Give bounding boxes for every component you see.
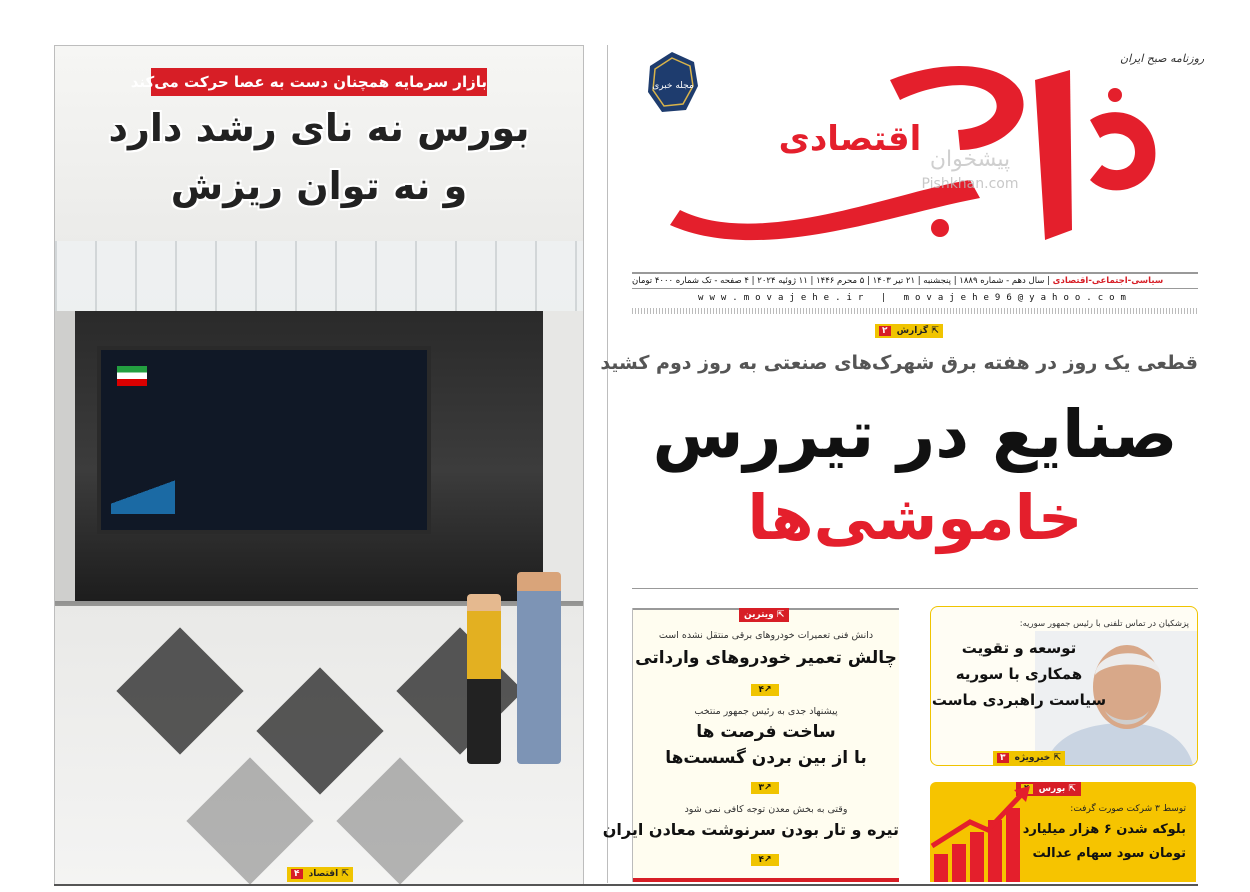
bottom-rule	[54, 884, 1198, 886]
main-story-title[interactable]: صنایع در تیررس	[652, 396, 1178, 473]
masthead-slogan: روزنامه صبح ایران	[1120, 52, 1205, 65]
arrow-icon: ⇱	[1068, 784, 1076, 794]
vitrine-item-kicker: وقتی به بخش معدن توجه کافی نمی شود	[684, 804, 848, 815]
watermark-text: پیشخوان	[929, 147, 1011, 172]
vitrine-item-page[interactable]: ↗۳	[751, 782, 779, 794]
pezeshkian-title[interactable]: توسعه و تقویت	[961, 639, 1077, 657]
page-number: ۲	[879, 326, 891, 336]
person-blue-suit	[517, 572, 561, 764]
photo-pillar	[543, 311, 583, 601]
main-story-section-tag[interactable]	[875, 324, 943, 338]
left-story-kicker: بازار سرمایه همچنان دست به عصا حرکت می‌کند	[151, 68, 487, 96]
left-story-headline: بورس نه نای رشد دارد	[108, 106, 530, 150]
pezeshkian-kicker: پزشکیان در تماس تلفنی با رئیس جمهور سوریه:	[1019, 619, 1189, 629]
pezeshkian-section-tag[interactable]	[993, 751, 1065, 765]
photo-pillar	[55, 311, 75, 601]
website-line[interactable]: www.movajehe.ir | movajehe96@yahoo.com	[698, 293, 1132, 303]
bourse-title[interactable]: بلوکه شدن ۶ هزار میلیارد	[1022, 822, 1186, 837]
newspaper-logo	[640, 40, 1170, 260]
section-label: گزارش	[896, 326, 929, 336]
arrow-icon: ⇱	[776, 610, 785, 620]
logo-subtitle: اقتصادی	[778, 119, 922, 159]
arrow-icon: ⇱	[341, 869, 349, 879]
arrow-icon: ⇱	[931, 326, 939, 336]
person-yellow-shirt	[467, 594, 501, 764]
seal-icon	[648, 52, 698, 112]
left-photo-story	[54, 45, 584, 885]
watermark-url: Pishkhan.com	[921, 176, 1019, 192]
decorative-stripe	[632, 308, 1198, 314]
section-label: ویترین	[744, 610, 774, 620]
vitrine-bottombar	[633, 878, 899, 882]
section-label: اقتصاد	[308, 869, 339, 879]
vitrine-item-title[interactable]: تیره و تار بودن سرنوشت معادن ایران	[602, 820, 899, 839]
floor-tile	[116, 627, 243, 754]
iran-flag-icon	[117, 366, 147, 386]
vitrine-item-page[interactable]: ↗۴	[751, 854, 779, 866]
floor-tile	[336, 757, 463, 884]
pezeshkian-title-line2[interactable]: همکاری با سوریه	[955, 665, 1083, 683]
arrow-icon: ⇱	[1053, 753, 1061, 763]
floor-tile	[186, 757, 313, 884]
dateline	[632, 272, 1198, 289]
section-label: خبرویژه	[1014, 753, 1051, 763]
bourse-kicker: توسط ۳ شرکت صورت گرفت:	[1070, 804, 1186, 814]
bourse-news-box	[930, 782, 1196, 882]
vitrine-item-title[interactable]: چالش تعمیر خودروهای وارداتی	[635, 648, 897, 668]
section-label: بورس	[1038, 784, 1066, 794]
photo-floor	[55, 606, 583, 884]
pezeshkian-news-box	[930, 606, 1198, 766]
pezeshkian-title-line3[interactable]: سیاست راهبردی ماست	[931, 691, 1107, 709]
floor-tile	[396, 627, 523, 754]
left-story-section-tag[interactable]	[287, 867, 353, 882]
stock-ticker-board	[97, 346, 431, 534]
vitrine-column	[602, 608, 899, 882]
bourse-title-line2[interactable]: تومان سود سهام عدالت	[1032, 846, 1186, 861]
seal-text: مجله خبری	[652, 81, 694, 91]
left-story-headline-line2: و نه توان ریزش	[170, 164, 468, 208]
vitrine-item-title-line2[interactable]: با از بین بردن گسست‌ها	[665, 748, 867, 768]
dateline-category: سیاسی-اجتماعی-اقتصادی	[1052, 276, 1164, 286]
board-chart-icon	[111, 470, 175, 514]
vitrine-item-page[interactable]: ↗۴	[751, 684, 779, 696]
page-number: ۳	[997, 753, 1009, 763]
floor-tile	[256, 667, 383, 794]
vitrine-item-kicker: پیشنهاد جدی به رئیس جمهور منتخب	[694, 706, 838, 717]
page-number: ۴	[291, 869, 303, 879]
vitrine-item-title[interactable]: ساخت فرصت ها	[696, 722, 836, 742]
vitrine-section-tag[interactable]	[739, 608, 789, 622]
dateline-text: | سال دهم - شماره ۱۸۸۹ | پنجشنبه | ۲۱ تیر ۱۴۰۳ | ۵ محرم ۱۴۴۶ | ۱۱ ژوئیه ۲۰۲۴ | ۴ صفحه - تک شماره ۴۰۰۰ تومان	[632, 276, 1053, 286]
column-divider	[607, 45, 608, 883]
main-story-kicker: قطعی یک روز در هفته برق شهرک‌های صنعتی به روز دوم کشید	[600, 352, 1198, 374]
main-story-title-line2[interactable]: خاموشی‌ها	[747, 481, 1083, 554]
vitrine-item-kicker: دانش فنی تعمیرات خودروهای برقی منتقل نشده است	[658, 630, 874, 641]
main-story-rule	[632, 588, 1198, 589]
